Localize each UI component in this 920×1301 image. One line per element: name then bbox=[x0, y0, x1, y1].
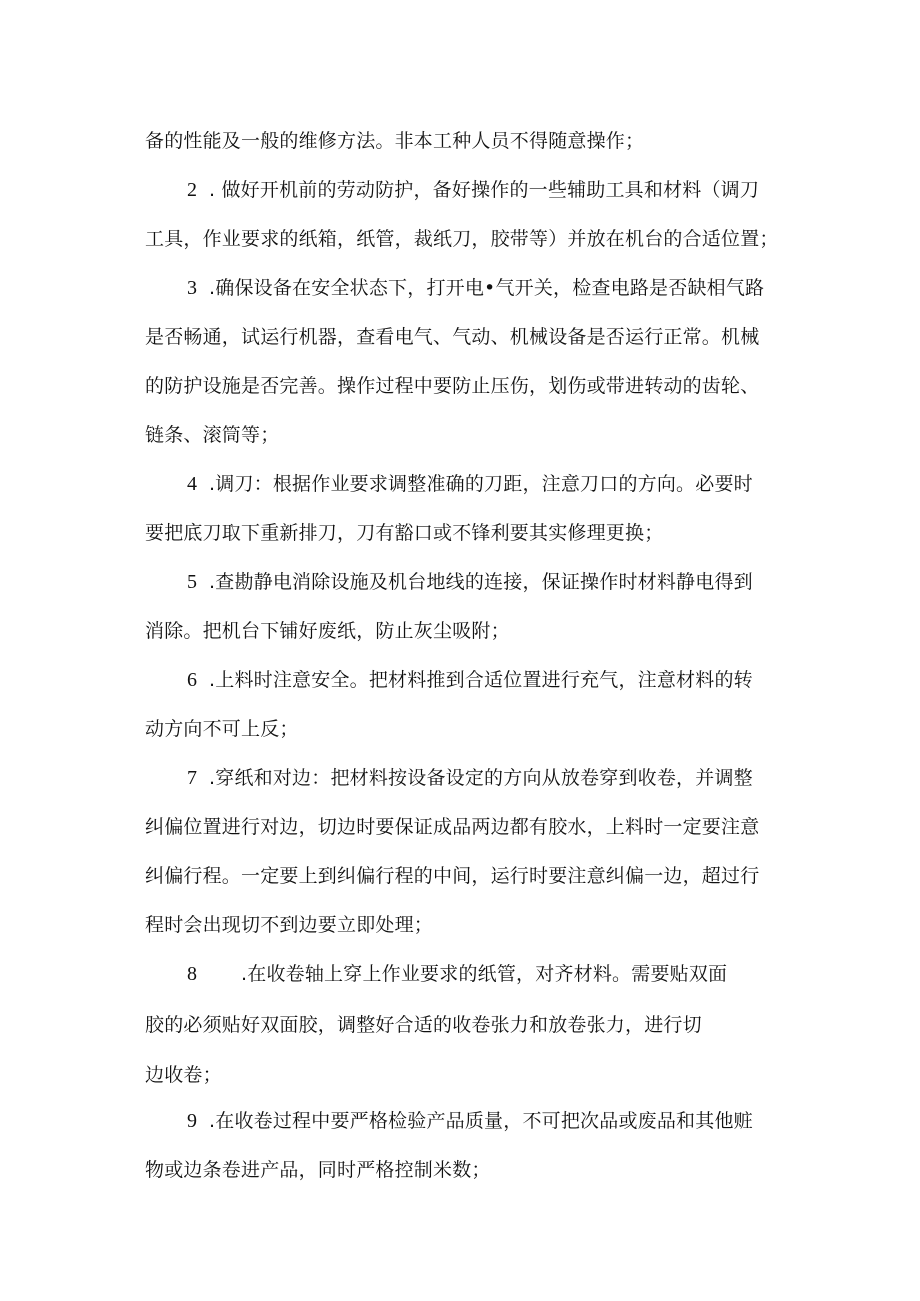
line-text: .在收卷轴上穿上作业要求的纸管，对齐材料。需要贴双面 bbox=[241, 963, 728, 985]
item-number: 6 bbox=[187, 669, 198, 691]
item-number: 9 bbox=[187, 1110, 198, 1132]
paragraph-line-12 bbox=[187, 668, 847, 692]
line-text: .确保设备在安全状态下，打开电•气开关，检查电路是否缺相气路 bbox=[209, 277, 765, 299]
line-text: 链条、滚筒等； bbox=[145, 424, 280, 446]
line-text: . 做好开机前的劳动防护，备好操作的一些辅助工具和材料（调刀 bbox=[209, 179, 760, 201]
line-text: .在收卷过程中要严格检验产品质量，不可把次品或废品和其他赃 bbox=[209, 1110, 753, 1132]
line-text: 程时会出现切不到边要立即处理； bbox=[145, 914, 434, 936]
line-text: .上料时注意安全。把材料推到合适位置进行充气，注意材料的转 bbox=[209, 669, 753, 691]
paragraph-line-5 bbox=[145, 325, 805, 349]
line-text: 要把底刀取下重新排刀，刀有豁口或不锋利要其实修理更换； bbox=[145, 522, 664, 544]
paragraph-line-15 bbox=[145, 815, 805, 839]
paragraph-line-16 bbox=[145, 864, 805, 888]
paragraph-line-1 bbox=[145, 129, 805, 153]
line-text: 边收卷； bbox=[145, 1064, 222, 1086]
paragraph-line-22 bbox=[145, 1158, 805, 1182]
line-text: 是否畅通，试运行机器，查看电气、气动、机械设备是否运行正常。机械 bbox=[145, 326, 760, 348]
paragraph-line-19 bbox=[145, 1013, 805, 1037]
paragraph-line-18 bbox=[187, 962, 847, 986]
paragraph-line-10 bbox=[187, 570, 847, 594]
paragraph-line-8 bbox=[187, 472, 847, 496]
item-number: 8 bbox=[187, 963, 198, 985]
paragraph-line-21 bbox=[187, 1109, 847, 1133]
line-text: .调刀：根据作业要求调整准确的刀距，注意刀口的方向。必要时 bbox=[209, 473, 753, 495]
paragraph-line-6 bbox=[145, 374, 805, 398]
line-text: .查勘静电消除设施及机台地线的连接，保证操作时材料静电得到 bbox=[209, 571, 753, 593]
line-text: 物或边条卷进产品，同时严格控制米数； bbox=[145, 1159, 491, 1181]
paragraph-line-7 bbox=[145, 423, 805, 447]
item-number: 4 bbox=[187, 473, 198, 495]
paragraph-line-3 bbox=[145, 227, 805, 251]
item-number: 7 bbox=[187, 767, 198, 789]
paragraph-line-4 bbox=[187, 276, 847, 300]
item-number: 2 bbox=[187, 179, 198, 201]
item-number: 5 bbox=[187, 571, 198, 593]
line-text: 纠偏位置进行对边，切边时要保证成品两边都有胶水，上料时一定要注意 bbox=[145, 816, 760, 838]
paragraph-line-14 bbox=[187, 766, 847, 790]
paragraph-line-13 bbox=[145, 717, 805, 741]
line-text: 工具，作业要求的纸箱，纸管，裁纸刀，胶带等）并放在机台的合适位置； bbox=[145, 228, 779, 250]
paragraph-line-9 bbox=[145, 521, 805, 545]
line-text: 消除。把机台下铺好废纸，防止灰尘吸附； bbox=[145, 620, 510, 642]
paragraph-line-17 bbox=[145, 913, 805, 937]
paragraph-line-2 bbox=[187, 178, 847, 202]
line-text: 备的性能及一般的维修方法。非本工种人员不得随意操作； bbox=[145, 130, 645, 152]
item-number: 3 bbox=[187, 277, 198, 299]
paragraph-line-11 bbox=[145, 619, 805, 643]
line-text: 胶的必须贴好双面胶，调整好合适的收卷张力和放卷张力，进行切 bbox=[145, 1014, 702, 1036]
paragraph-line-20 bbox=[145, 1063, 805, 1087]
line-text: .穿纸和对边：把材料按设备设定的方向从放卷穿到收卷，并调整 bbox=[209, 767, 753, 789]
line-text: 的防护设施是否完善。操作过程中要防止压伤，划伤或带进转动的齿轮、 bbox=[145, 375, 760, 397]
line-text: 纠偏行程。一定要上到纠偏行程的中间，运行时要注意纠偏一边，超过行 bbox=[145, 865, 760, 887]
line-text: 动方向不可上反； bbox=[145, 718, 299, 740]
